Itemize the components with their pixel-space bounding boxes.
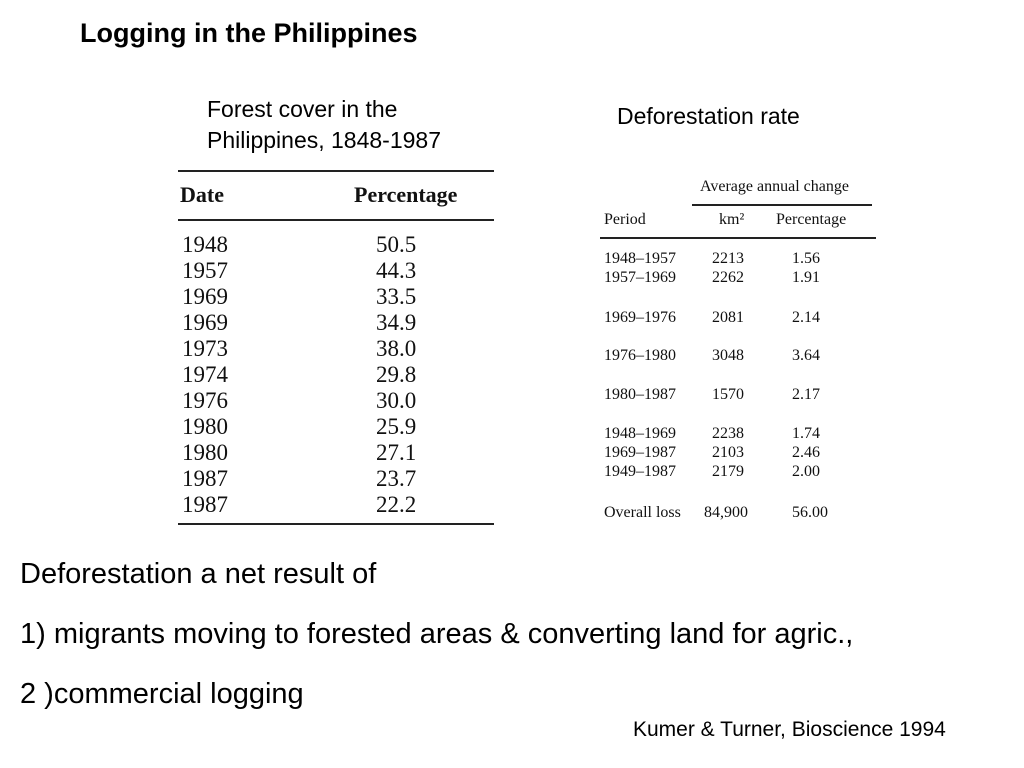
table-row <box>178 232 494 258</box>
cell-date: 1980 <box>182 414 228 439</box>
cell-km2: 2179 <box>712 463 744 480</box>
cell-km2: 2238 <box>712 425 744 442</box>
cell-date: 1987 <box>182 466 228 491</box>
slide-title: Logging in the Philippines <box>80 18 418 48</box>
group-header: Average annual change <box>700 178 849 195</box>
cell-percentage: 2.14 <box>792 309 820 326</box>
cell-percentage: 2.00 <box>792 463 820 480</box>
cell-date: 1973 <box>182 336 228 361</box>
cell-km2: 3048 <box>712 347 744 364</box>
cell-km2: 2081 <box>712 309 744 326</box>
header-rule <box>178 219 494 221</box>
body-line-2: 1) migrants moving to forested areas & converting land for agric., <box>20 618 854 650</box>
deforestation-rate-table <box>600 174 880 534</box>
table-row <box>600 269 880 289</box>
cell-percentage: 29.8 <box>376 362 417 387</box>
cell-period: 1957–1969 <box>604 269 676 286</box>
table-row <box>600 425 880 445</box>
table-row <box>178 336 494 362</box>
cell-period: 1976–1980 <box>604 347 676 364</box>
table-row <box>600 386 880 406</box>
cell-km2: 1570 <box>712 386 744 403</box>
cell-date: 1974 <box>182 362 228 387</box>
group-header-rule <box>692 204 872 206</box>
table-row <box>178 466 494 492</box>
cell-percentage: 2.46 <box>792 444 820 461</box>
citation: Kumer & Turner, Bioscience 1994 <box>633 718 946 741</box>
body-line-3: 2 )commercial logging <box>20 678 304 710</box>
table-row <box>178 440 494 466</box>
table-row <box>178 284 494 310</box>
table-row <box>600 444 880 464</box>
cell-date: 1980 <box>182 440 228 465</box>
forest-table-caption: Forest cover in the Philippines, 1848-1987 <box>207 96 442 153</box>
cell-km2: 84,900 <box>704 504 748 521</box>
table-row <box>600 250 880 270</box>
cell-percentage: 50.5 <box>376 232 417 257</box>
cell-date: 1969 <box>182 310 228 335</box>
cell-date: 1969 <box>182 284 228 309</box>
table-bottom-rule <box>178 523 494 525</box>
table-row <box>178 388 494 414</box>
cell-km2: 2213 <box>712 250 744 267</box>
cell-percentage: 30.0 <box>376 388 417 413</box>
cell-percentage: 1.56 <box>792 250 820 267</box>
cell-percentage: 23.7 <box>376 466 417 491</box>
cell-percentage: 27.1 <box>376 440 417 465</box>
col-header-percentage: Percentage <box>354 182 458 207</box>
header-rule <box>600 237 876 239</box>
cell-percentage: 3.64 <box>792 347 820 364</box>
cell-period: Overall loss <box>604 504 681 521</box>
cell-period: 1969–1976 <box>604 309 676 326</box>
forest-cover-table <box>178 170 494 530</box>
table-row <box>178 362 494 388</box>
table-row <box>600 504 880 524</box>
col-header-date: Date <box>180 182 224 207</box>
table-top-rule <box>178 170 494 172</box>
table-row <box>178 258 494 284</box>
rate-table-caption: Deforestation rate <box>617 103 800 129</box>
cell-date: 1957 <box>182 258 228 283</box>
cell-percentage: 33.5 <box>376 284 417 309</box>
cell-period: 1980–1987 <box>604 386 676 403</box>
table-row <box>600 463 880 483</box>
cell-percentage: 56.00 <box>792 504 828 521</box>
table-row <box>178 414 494 440</box>
table-row <box>178 492 494 518</box>
table-row <box>600 347 880 367</box>
col-header-period: Period <box>604 211 646 228</box>
cell-period: 1969–1987 <box>604 444 676 461</box>
cell-percentage: 25.9 <box>376 414 417 439</box>
table-row <box>178 310 494 336</box>
cell-percentage: 34.9 <box>376 310 417 335</box>
body-line-1: Deforestation a net result of <box>20 558 377 590</box>
col-header-percentage: Percentage <box>776 211 847 228</box>
cell-percentage: 22.2 <box>376 492 417 517</box>
cell-date: 1948 <box>182 232 228 257</box>
cell-percentage: 2.17 <box>792 386 820 403</box>
cell-km2: 2262 <box>712 269 744 286</box>
col-header-km2: km² <box>719 211 745 228</box>
cell-period: 1948–1957 <box>604 250 676 267</box>
cell-percentage: 44.3 <box>376 258 417 283</box>
cell-date: 1976 <box>182 388 228 413</box>
cell-percentage: 1.91 <box>792 269 820 286</box>
cell-km2: 2103 <box>712 444 744 461</box>
table-row <box>600 309 880 329</box>
cell-percentage: 38.0 <box>376 336 417 361</box>
cell-percentage: 1.74 <box>792 425 820 442</box>
cell-date: 1987 <box>182 492 228 517</box>
cell-period: 1949–1987 <box>604 463 676 480</box>
cell-period: 1948–1969 <box>604 425 676 442</box>
